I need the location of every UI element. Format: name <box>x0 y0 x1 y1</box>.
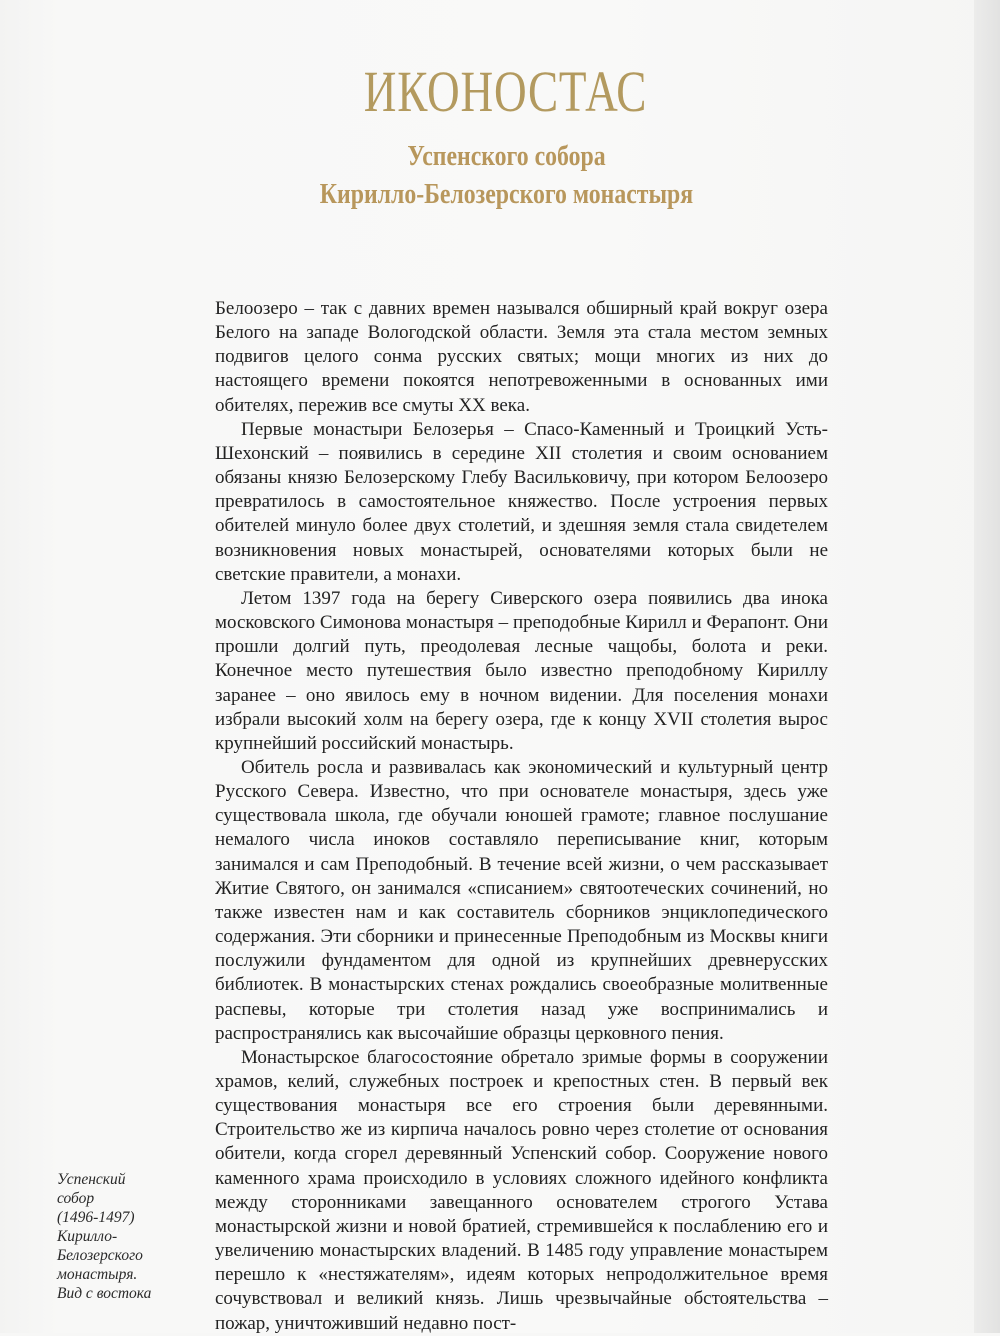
page-subtitle-line-1: Успенского собора <box>407 140 606 172</box>
article-paragraph-4: Обитель росла и развивалась как экономический и культурный центр Русского Севера. Известно, что при основателе монастыря, здесь уже существовала школа, где обучали юношей грамоте; главное послушание немалого числа иноков составляло переписывание книг, которым занимался и сам Преподобный. В течение всей жизни, о чем рассказывает Житие Святого, он занимался «списанием» святоотеческих сочинений, но также известен нам и как составитель сборников энциклопедического содержания. Эти сборники и принесенные Преподобным из Москвы книги послужили фундаментом для одной из крупнейших древнерусских библиотек. В монастырских стенах рождались своеобразные молитвенные распевы, которые три столетия назад уже воспринимались и распространялись как высочайшие образцы церковного пения. <box>215 756 828 1044</box>
caption-line: монастыря. <box>57 1266 138 1283</box>
photo-caption <box>57 1170 187 1303</box>
page-gutter-edge <box>974 0 1000 1333</box>
caption-line: собор <box>57 1190 95 1207</box>
page-title: ИКОНОСТАС <box>363 59 648 124</box>
page-subtitle-line-2: Кирилло-Белозерского монастыря <box>319 178 694 210</box>
article-paragraph-3: Летом 1397 года на берегу Сиверского озера появились два инока московского Симонова монастыря – преподобные Кирилл и Ферапонт. Они прошли долгий путь, преодолевая лесные чащобы, болота и реки. Конечное место путешествия было известно преподобному Кириллу заранее – оно явилось ему в ночном видении. Для поселения монахи избрали высокий холм на берегу озера, где к концу XVII столетия вырос крупнейший российский монастырь. <box>215 587 828 754</box>
caption-line: Кирилло- <box>57 1228 118 1245</box>
article-paragraph-5: Монастырское благосостояние обретало зримые формы в сооружении храмов, келий, служебных построек и крепостных стен. В первый век существования монастыря все его строения были деревянными. Строительство же из кирпича началось ровно через столетие от основания обители, когда сгорел деревянный Успенский собор. Сооружение нового каменного храма происходило в условиях сложного идейного конфликта между сторонниками завещанного основателем строгого Устава монастырской жизни и новой братией, стремившейся к послаблению его и увеличению монастырских владений. В 1485 году управление монастырем перешло к «нестяжателям», идеям которых непродолжительное время сочувствовал и великий князь. Лишь чрезвычайные обстоятельства – пожар, уничтоживший недавно пост- <box>215 1046 828 1334</box>
caption-line: (1496-1497) <box>57 1209 135 1226</box>
article-paragraph-1: Белоозеро – так с давних времен назывался обширный край вокруг озера Белого на западе Вологодской области. Земля эта стала местом земных подвигов целого сонма русских святых; мощи многих из них до настоящего времени покоятся непотревоженными в основанных ими обителях, пережив все смуты XX века. <box>215 298 828 416</box>
caption-line: Вид с востока <box>57 1285 152 1302</box>
caption-line: Успенский <box>57 1171 126 1188</box>
caption-line: Белозерского <box>57 1247 143 1264</box>
article-paragraph-2: Первые монастыри Белозерья – Спасо-Каменный и Троицкий Усть-Шехонский – появились в середине XII столетия и своим основанием обязаны князю Белозерскому Глебу Васильковичу, при котором Белоозеро превратилось в самостоятельное княжество. После устроения первых обителей минуло более двух столетий, и здешняя земля стала свидетелем возникновения новых монастырей, основателями которых были не светские правители, а монахи. <box>215 418 828 585</box>
article-body <box>215 297 828 1336</box>
